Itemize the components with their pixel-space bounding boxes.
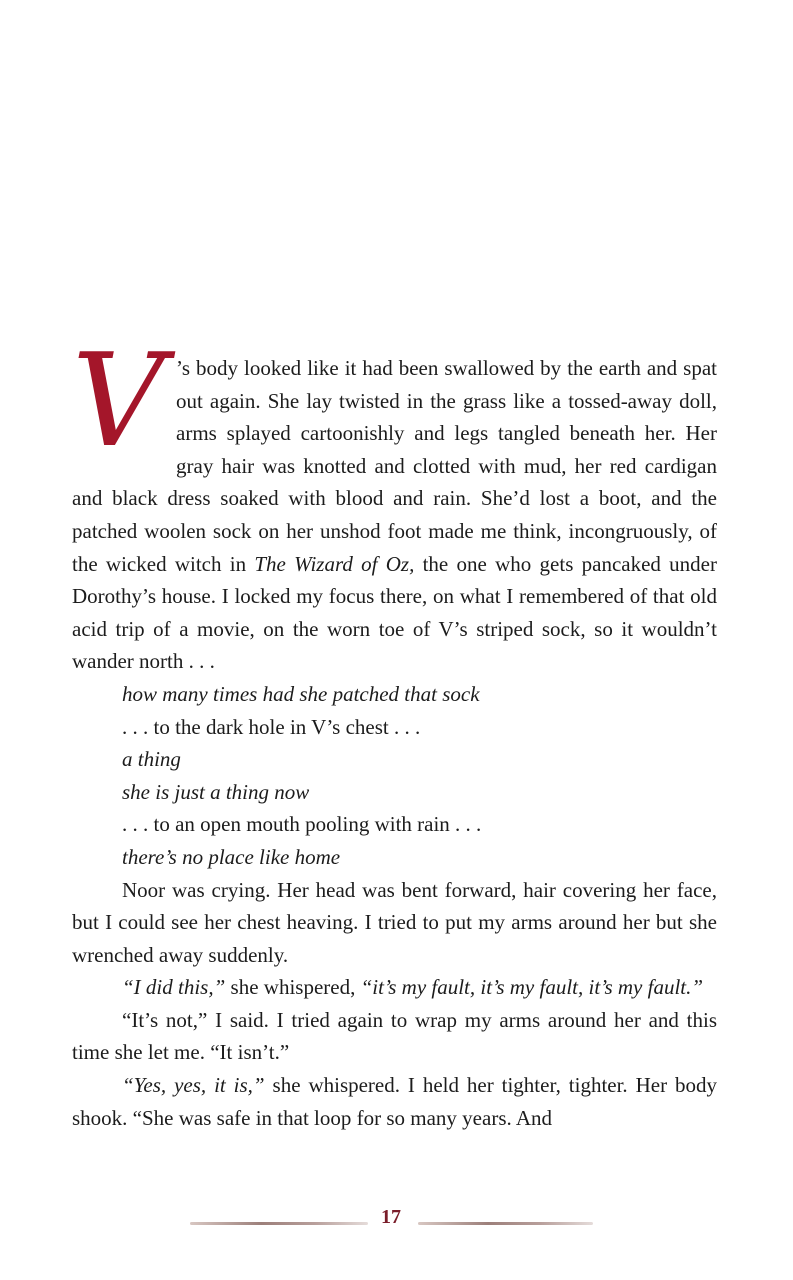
paragraph-2: Noor was crying. Her head was bent forward, hair covering her face, but I could see her chest heaving. I tried to put my arms around her but she wrenched away suddenly. (72, 877, 717, 967)
verse-line-5: . . . to an open mouth pooling with rain . . . (122, 812, 482, 837)
paragraph-5-text: she whispered. I held her tighter, tighter. Her body shook. “She was safe in that loop for so many years. And (72, 1073, 717, 1130)
verse-line-1: how many times had she patched that sock (122, 681, 480, 706)
paragraph-3 (72, 971, 717, 1004)
footer-ornament-left (190, 1222, 368, 1225)
paragraph-1 (72, 327, 717, 678)
book-title-reference: The Wizard of Oz, (254, 551, 415, 576)
body-text (72, 327, 717, 1134)
quote-yes-it-is: “Yes, yes, it is,” (122, 1073, 265, 1098)
verse-line-2: . . . to the dark hole in V’s chest . . . (122, 714, 421, 739)
footer-ornament-right (418, 1222, 593, 1225)
quote-i-did-this: “I did this,” (122, 975, 226, 1000)
quote-its-my-fault: “it’s my fault, it’s my fault, it’s my fault.” (360, 975, 704, 1000)
page-footer (190, 1206, 603, 1236)
paragraph-5 (72, 1069, 717, 1134)
page-number: 17 (381, 1206, 401, 1228)
paragraph-3-mid: she whispered, (225, 975, 361, 1000)
paragraph-4: “It’s not,” I said. I tried again to wrap my arms around her and this time she let me. “It isn’t.” (72, 1007, 717, 1065)
verse-line-6: there’s no place like home (122, 844, 341, 869)
verse-line-4: she is just a thing now (122, 779, 310, 804)
paragraph-1-end: the one who gets pancaked under Dorothy’s house. I locked my focus there, on what I remembered of that old acid trip of a movie, on the worn toe of V’s striped sock, so it wouldn’t wander north . . . (72, 551, 717, 674)
drop-cap-letter: V (72, 327, 165, 476)
verse-line-3: a thing (122, 747, 181, 772)
paragraph-1-text: ’s body looked like it had been swallowed by the earth and spat out again. She lay twisted in the grass like a tossed-away doll, arms splayed cartoonishly and legs tangled beneath her. Her gray hair was knotted and clotted with mud, her red cardigan and black dress soaked with blood and rain. She’d lost a boot, and the patched woolen sock on her unshod foot made me think, incongruously, of the wicked witch in (72, 356, 717, 576)
